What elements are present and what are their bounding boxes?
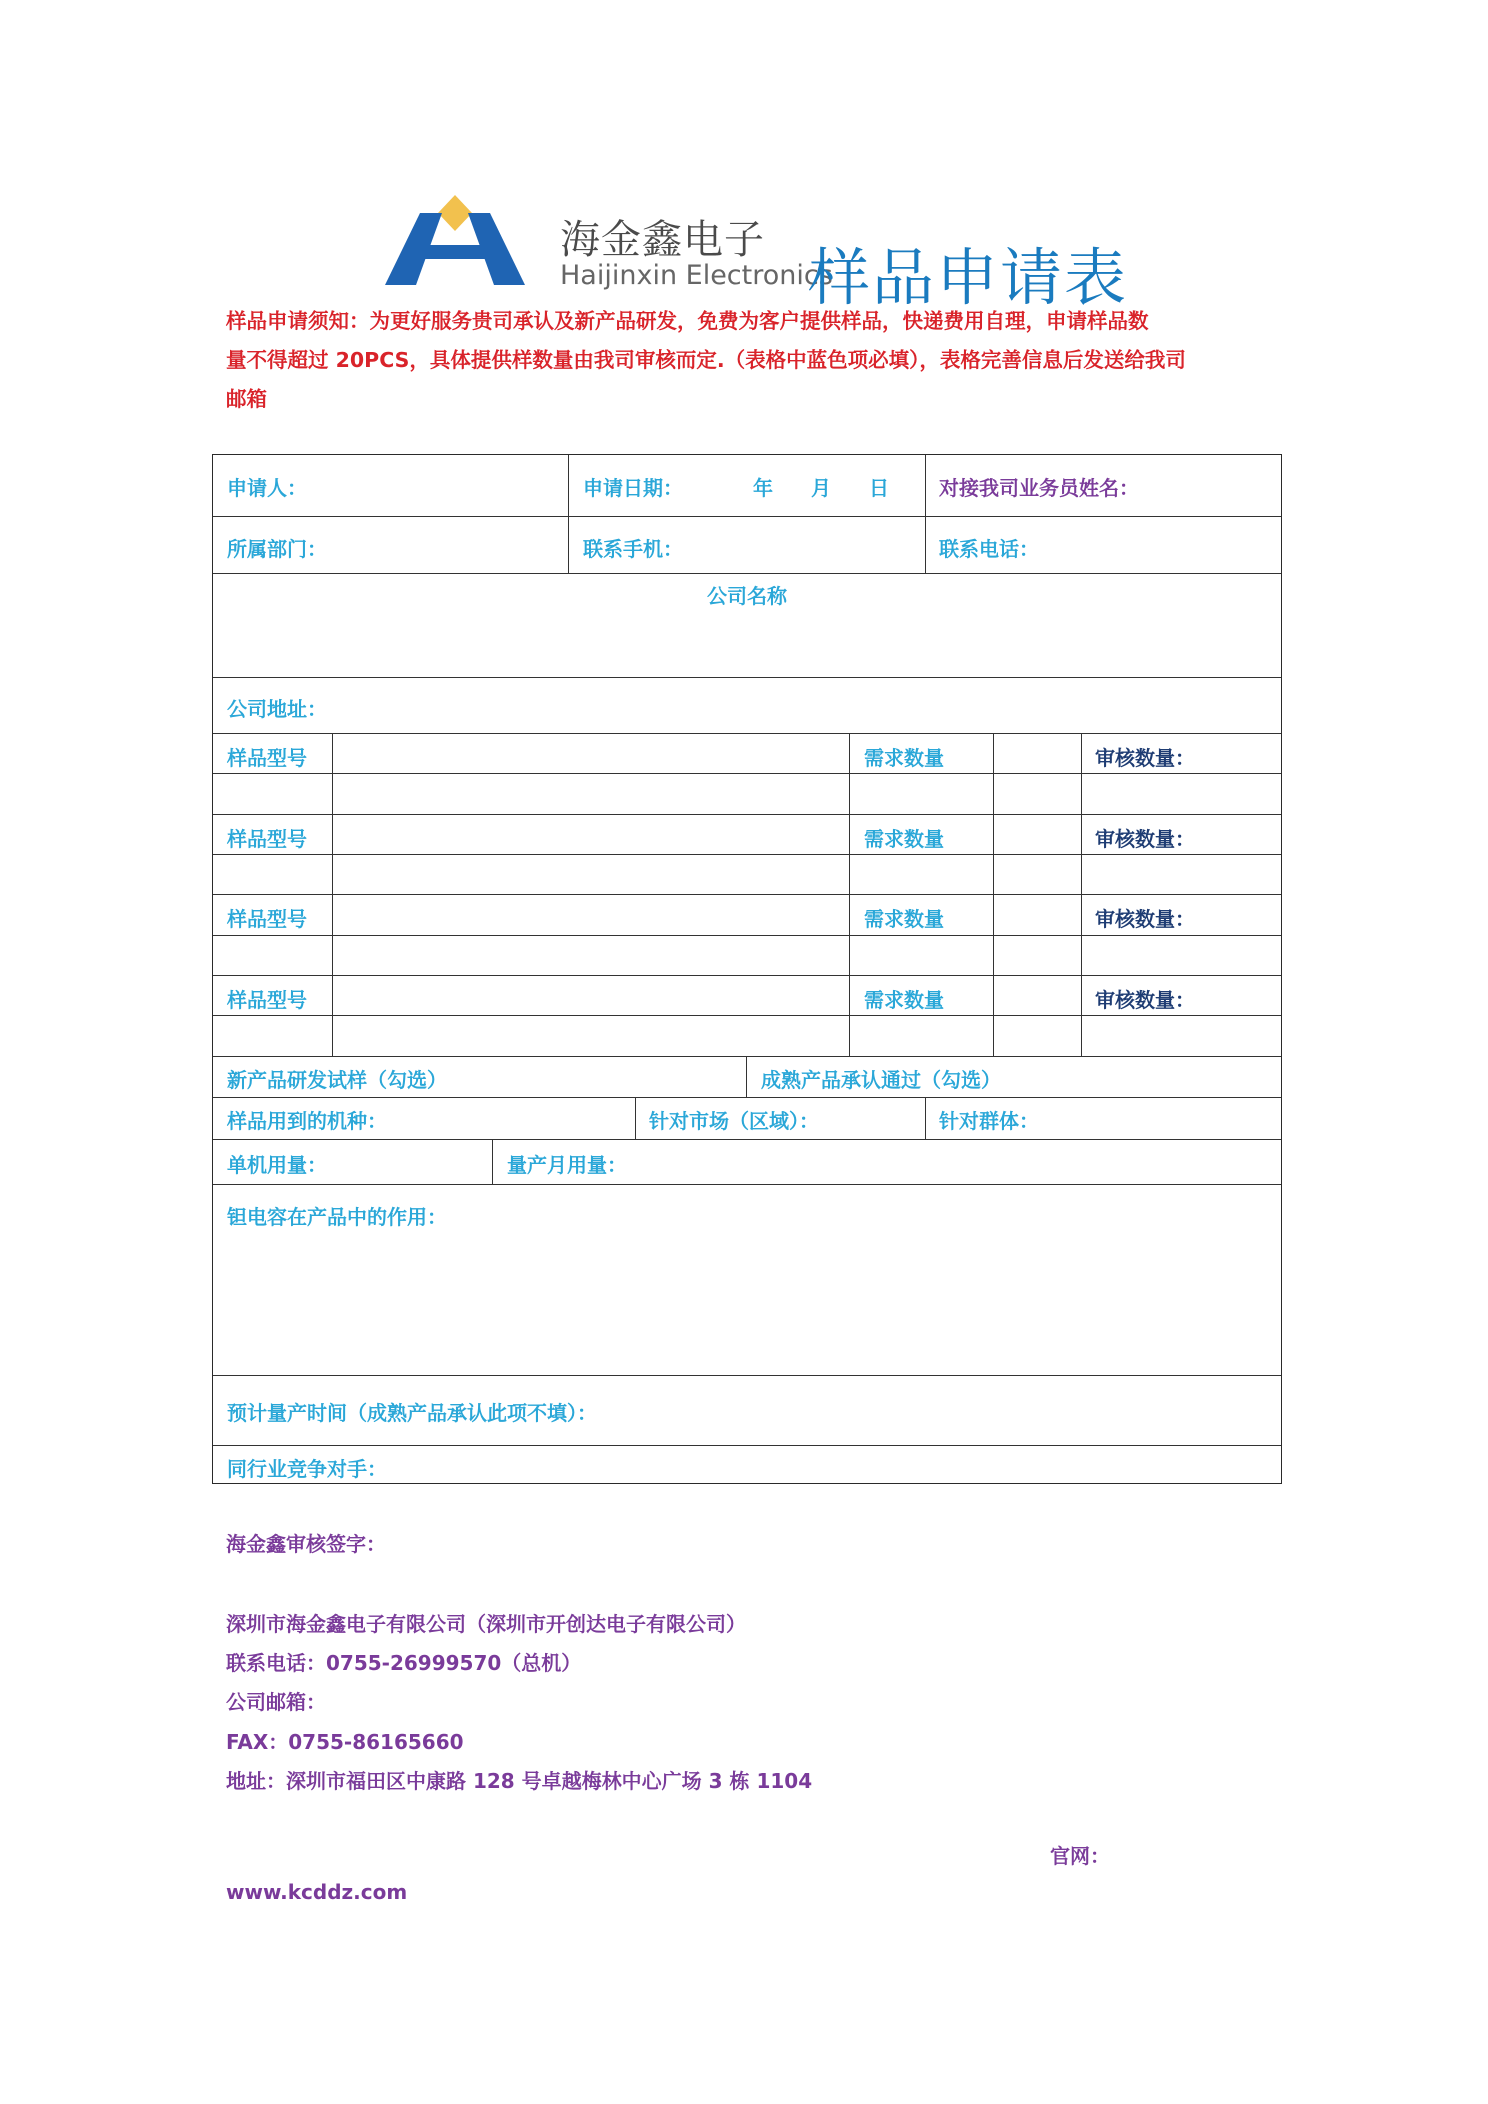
apply-date-field: 申请日期： [583,476,683,500]
company-email: 公司邮箱： [226,1690,326,1714]
company-address-field: 公司地址： [227,697,327,721]
unit-usage-field: 单机用量： [227,1153,327,1177]
target-group-field: 针对群体： [939,1109,1039,1133]
application-notice [226,302,1286,419]
sample-model-label: 样品型号 [227,907,307,931]
sample-qty-label: 需求数量 [864,907,944,931]
company-address: 地址：深圳市福田区中康路 128 号卓越梅林中心广场 3 栋 1104 [226,1769,813,1793]
notice-line-1: 样品申请须知：为更好服务贵司承认及新产品研发，免费为客户提供样品，快递费用自理，申请样品数 [226,309,1149,333]
mobile-field: 联系手机： [583,537,683,561]
salesperson-field: 对接我司业务员姓名： [939,476,1139,500]
website-link[interactable]: www.kcddz.com [226,1880,408,1904]
sample-review-label: 审核数量： [1095,827,1195,851]
sample-qty-label: 需求数量 [864,746,944,770]
contact-tel: 联系电话：0755-26999570（总机） [226,1651,582,1675]
sample-application-form [212,454,1282,1484]
competitors-field: 同行业竞争对手： [227,1457,387,1481]
logo-english-name: Haijinxin Electronics [560,260,833,291]
sample-qty-label: 需求数量 [864,827,944,851]
review-signature: 海金鑫审核签字： [226,1532,386,1556]
new-product-option: 新产品研发试样（勾选） [227,1068,447,1092]
notice-line-2: 量不得超过 20PCS，具体提供样数量由我司审核而定.（表格中蓝色项必填），表格完善信息后发送给我司 [226,348,1186,372]
department-field: 所属部门： [227,537,327,561]
monthly-usage-field: 量产月用量： [507,1153,627,1177]
notice-line-3: 邮箱 [226,387,267,411]
date-month-label: 月 [811,476,831,500]
website-label: 官网： [1050,1844,1110,1868]
sample-review-label: 审核数量： [1095,746,1195,770]
sample-review-label: 审核数量： [1095,907,1195,931]
mass-production-time-field: 预计量产时间（成熟产品承认此项不填）： [227,1401,597,1425]
sample-review-label: 审核数量： [1095,988,1195,1012]
mature-product-option: 成熟产品承认通过（勾选） [761,1068,1001,1092]
machine-type-field: 样品用到的机种： [227,1109,387,1133]
company-logo-icon [380,193,530,293]
phone-field: 联系电话： [939,537,1039,561]
sample-model-label: 样品型号 [227,827,307,851]
date-year-label: 年 [753,476,773,500]
sample-model-label: 样品型号 [227,746,307,770]
sample-model-label: 样品型号 [227,988,307,1012]
date-day-label: 日 [869,476,889,500]
applicant-field: 申请人： [227,476,307,500]
target-market-field: 针对市场（区域）： [649,1109,819,1133]
company-name-field: 公司名称 [707,584,787,608]
sample-qty-label: 需求数量 [864,988,944,1012]
company-full-name: 深圳市海金鑫电子有限公司（深圳市开创达电子有限公司） [226,1612,746,1636]
page-title: 样品申请表 [808,241,1129,314]
fax-number: FAX：0755-86165660 [226,1730,464,1754]
logo-chinese-name: 海金鑫电子 [560,217,765,263]
capacitor-role-field: 钽电容在产品中的作用： [227,1205,447,1229]
